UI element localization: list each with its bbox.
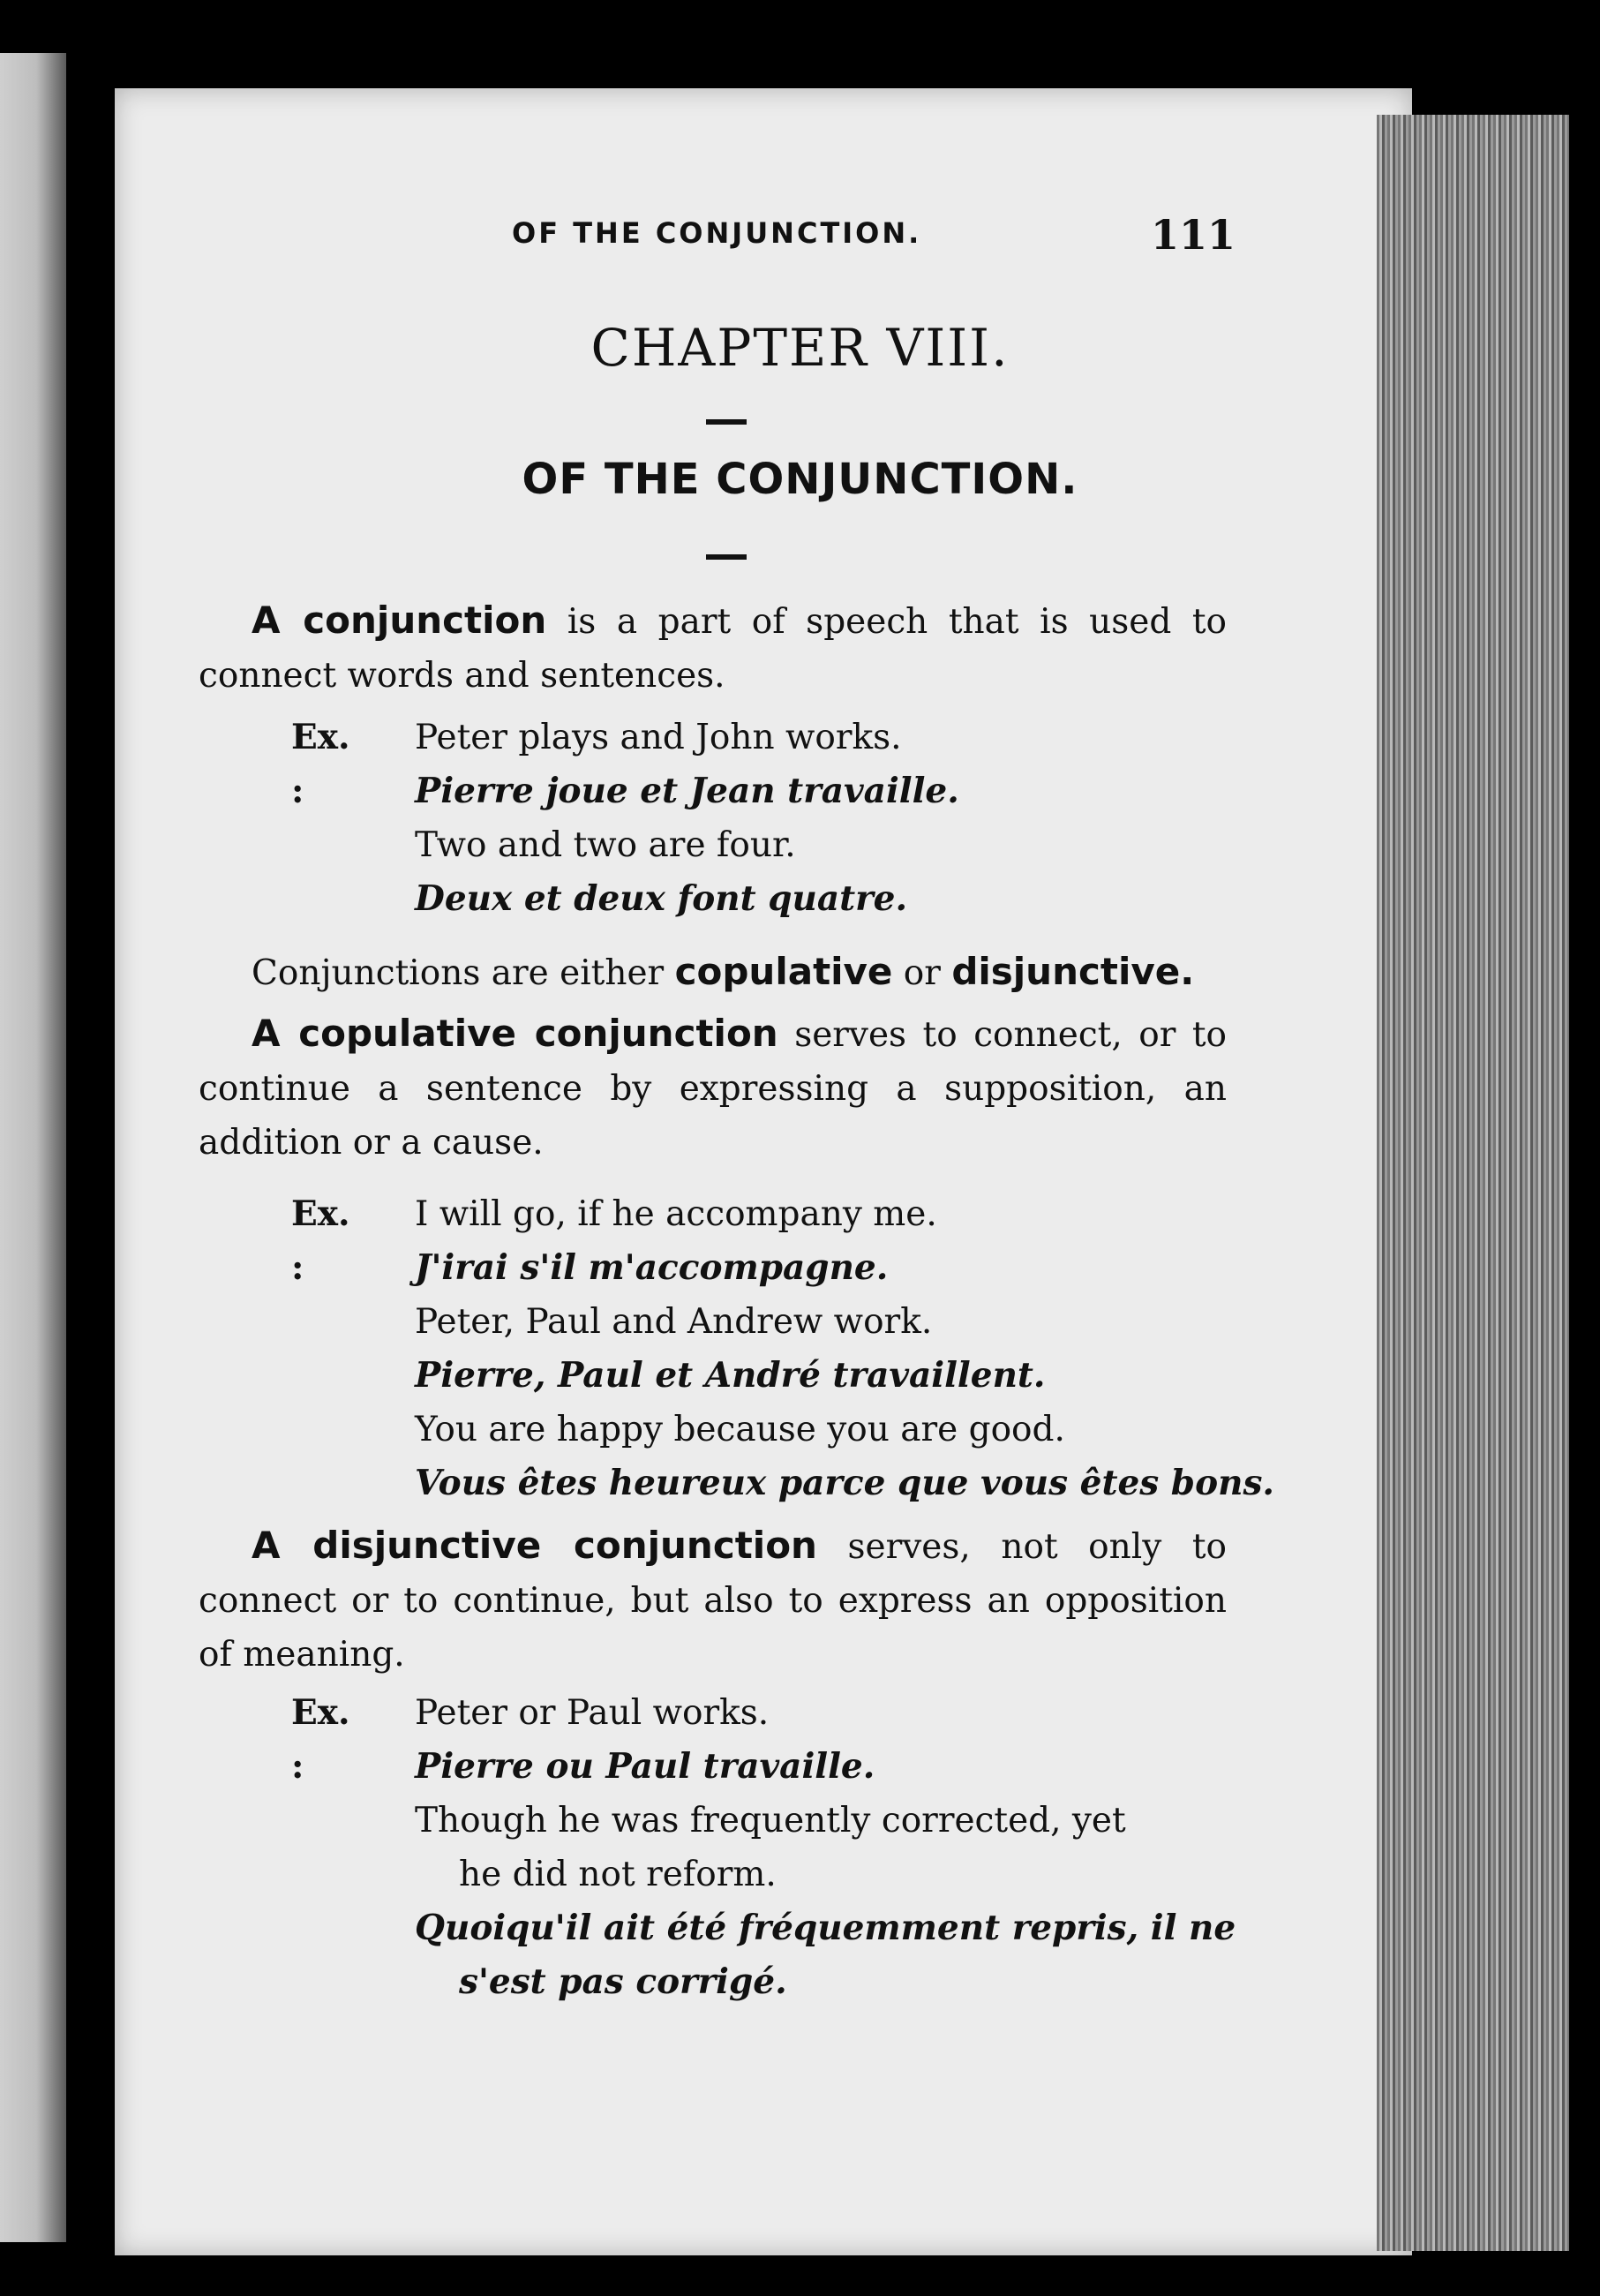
example-line: Peter, Paul and Andrew work. (415, 1302, 933, 1342)
paragraph-disjunctive: A disjunctive conjunction serves, not only to connect or to continue, but also to express an opposition of meaning. (199, 1524, 1227, 1675)
example-line: Though he was frequently corrected, yet (415, 1801, 1126, 1841)
running-header (512, 211, 1236, 259)
example-line-french: Deux et deux font quatre. (415, 878, 908, 919)
term: A conjunction (252, 598, 547, 642)
example-line: he did not reform. (459, 1855, 777, 1894)
example-line-french: Pierre, Paul et André travaillent. (415, 1355, 1046, 1396)
example-line-french: Quoiqu'il ait été fréquemment repris, il ne (415, 1908, 1236, 1948)
example-line: Peter or Paul works. (415, 1693, 770, 1733)
term: disjunctive. (951, 950, 1195, 993)
example-line-french: Pierre joue et Jean travaille. (415, 771, 959, 811)
page-number: 111 (1150, 211, 1236, 259)
example-line-french: J'irai s'il m'accompagne. (415, 1247, 889, 1288)
term: A disjunctive conjunction (252, 1524, 817, 1567)
paragraph-types: Conjunctions are either copulative or disjunctive. (252, 950, 1195, 993)
paragraph-definition: A conjunction is a part of speech that is used to connect words and sentences. (199, 598, 1228, 696)
example-line-french: Pierre ou Paul travaille. (415, 1746, 875, 1787)
example-label: Ex. : (291, 1193, 350, 1288)
term: copulative (674, 950, 893, 993)
divider (706, 554, 747, 560)
example-line: Peter plays and John works. (415, 718, 902, 757)
chapter-title: CHAPTER VIII. (590, 318, 1010, 378)
running-title: OF THE CONJUNCTION. (512, 216, 922, 250)
page-edges (1377, 115, 1569, 2251)
example-label: Ex. : (291, 1692, 350, 1787)
divider (706, 419, 747, 425)
example-line: Two and two are four. (415, 825, 796, 865)
term: A copulative conjunction (252, 1012, 778, 1055)
section-heading: OF THE CONJUNCTION. (522, 455, 1078, 504)
example-line-french: s'est pas corrigé. (459, 1961, 787, 2002)
paragraph-copulative: A copulative conjunction serves to connect, or to continue a sentence by expressing a supposition, an addition or a cause. (199, 1012, 1227, 1163)
example-line-french: Vous êtes heureux parce que vous êtes bons. (415, 1463, 1274, 1503)
example-line: You are happy because you are good. (415, 1410, 1065, 1449)
facing-page-edge (0, 53, 66, 2242)
example-label: Ex. : (291, 717, 350, 811)
example-line: I will go, if he accompany me. (415, 1194, 937, 1234)
